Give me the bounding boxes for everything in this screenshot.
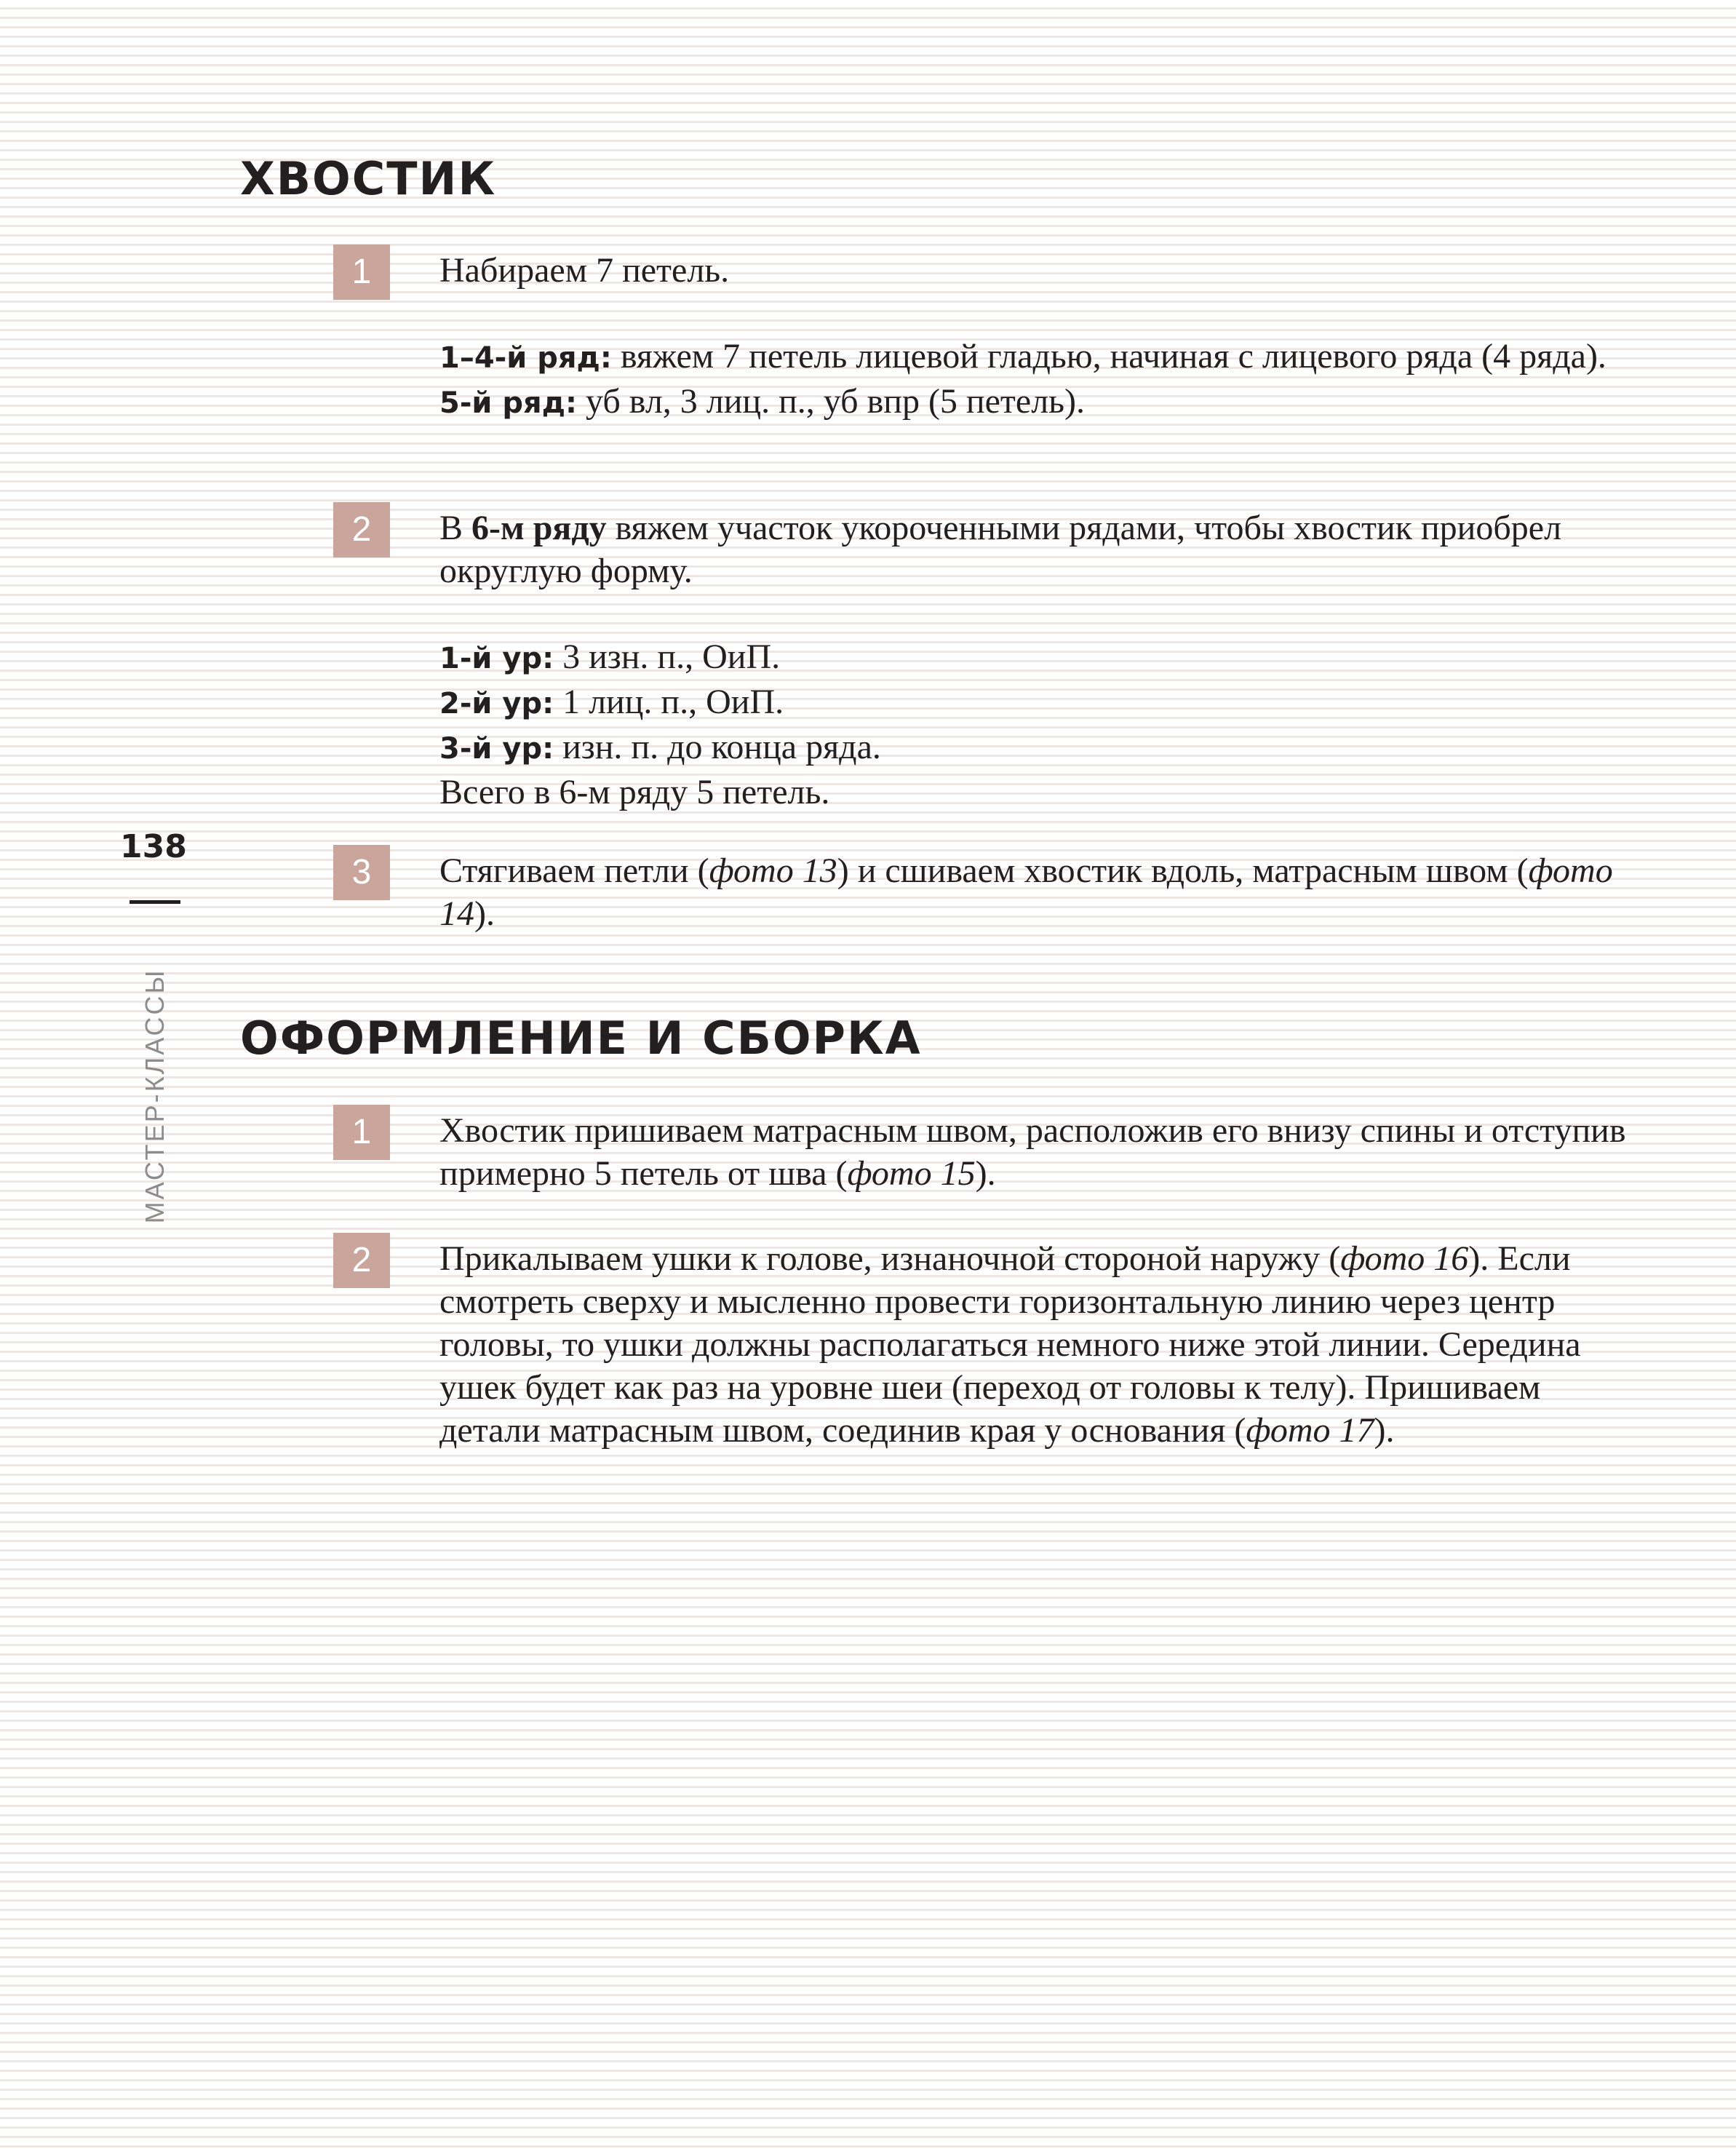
row-text: изн. п. до конца ряда. xyxy=(554,728,881,766)
body-text: ). xyxy=(975,1154,996,1193)
step-badge: 2 xyxy=(333,502,390,557)
row-text: 3 изн. п., ОиП. xyxy=(554,637,781,676)
step-body xyxy=(439,1109,1647,1195)
photo-ref: фото 15 xyxy=(847,1154,976,1193)
intro-text: вяжем участок укороченными рядами, чтобы хвостик приобрел округлую форму. xyxy=(439,509,1562,590)
step-intro: Набираем 7 петель. xyxy=(439,251,730,290)
body-text: ). xyxy=(474,894,495,933)
body-text: ). Если смотреть сверху и мысленно провести горизонтальную линию через центр головы, то ушки должны располагаться немного ниже этой линии. Середина ушек будет как раз на уровне шеи (переход от головы к телу). Пришиваем детали матрасным швом, соединив края у основания ( xyxy=(439,1239,1581,1450)
row-label: 2-й ур: xyxy=(439,687,554,720)
section-title-assembly: ОФОРМЛЕНИЕ И СБОРКА xyxy=(240,1012,922,1065)
step-badge: 1 xyxy=(333,1105,390,1160)
step-body xyxy=(439,849,1647,935)
row-text: уб вл, 3 лиц. п., уб впр (5 петель). xyxy=(577,382,1086,421)
step-text xyxy=(439,1237,1647,1452)
step-text xyxy=(439,1109,1647,1195)
row-text: 1 лиц. п., ОиП. xyxy=(554,683,784,721)
row-text: вяжем 7 петель лицевой гладью, начиная с лицевого ряда (4 ряда). xyxy=(611,337,1606,376)
short-row-instruction xyxy=(439,635,1647,680)
photo-ref: фото 13 xyxy=(709,851,837,890)
step-text xyxy=(439,507,1647,814)
photo-ref: фото 16 xyxy=(1340,1239,1469,1278)
row-label: 3-й ур: xyxy=(439,732,554,766)
page-number: 138 xyxy=(120,828,187,865)
row-instruction xyxy=(439,335,1647,380)
short-row-instruction xyxy=(439,726,1647,771)
row-label: 1–4-й ряд: xyxy=(439,341,612,375)
body-text: Хвостик пришиваем матрасным швом, расположив его внизу спины и отступив примерно 5 петель от шва ( xyxy=(439,1111,1626,1193)
section-title-tail: ХВОСТИК xyxy=(240,152,497,205)
step-text xyxy=(439,249,1647,425)
section-side-label: МАСТЕР-КЛАССЫ xyxy=(140,968,170,1224)
intro-text: В xyxy=(439,509,472,547)
step-text xyxy=(439,849,1647,935)
body-text: ). xyxy=(1374,1411,1395,1450)
body-text: Прикалываем ушки к голове, изнаночной стороной наружу ( xyxy=(439,1239,1341,1278)
step-intro xyxy=(439,507,1647,592)
photo-ref: фото 14 xyxy=(439,851,1613,933)
row-label: 5-й ряд: xyxy=(439,386,578,420)
body-text: Стягиваем петли ( xyxy=(439,851,709,890)
row-label: 1-й ур: xyxy=(439,642,554,675)
page-number-rule xyxy=(130,900,180,904)
short-row-instruction xyxy=(439,680,1647,726)
step-badge: 3 xyxy=(333,845,390,900)
body-text: ) и сшиваем хвостик вдоль, матрасным швом ( xyxy=(837,851,1529,890)
photo-ref: фото 17 xyxy=(1246,1411,1374,1450)
row-instruction xyxy=(439,380,1647,425)
step-badge: 1 xyxy=(333,245,390,300)
step-badge: 2 xyxy=(333,1233,390,1288)
step-body xyxy=(439,1237,1647,1452)
step-total: Всего в 6-м ряду 5 петель. xyxy=(439,773,830,811)
intro-bold-text: 6-м ряду xyxy=(471,509,607,547)
